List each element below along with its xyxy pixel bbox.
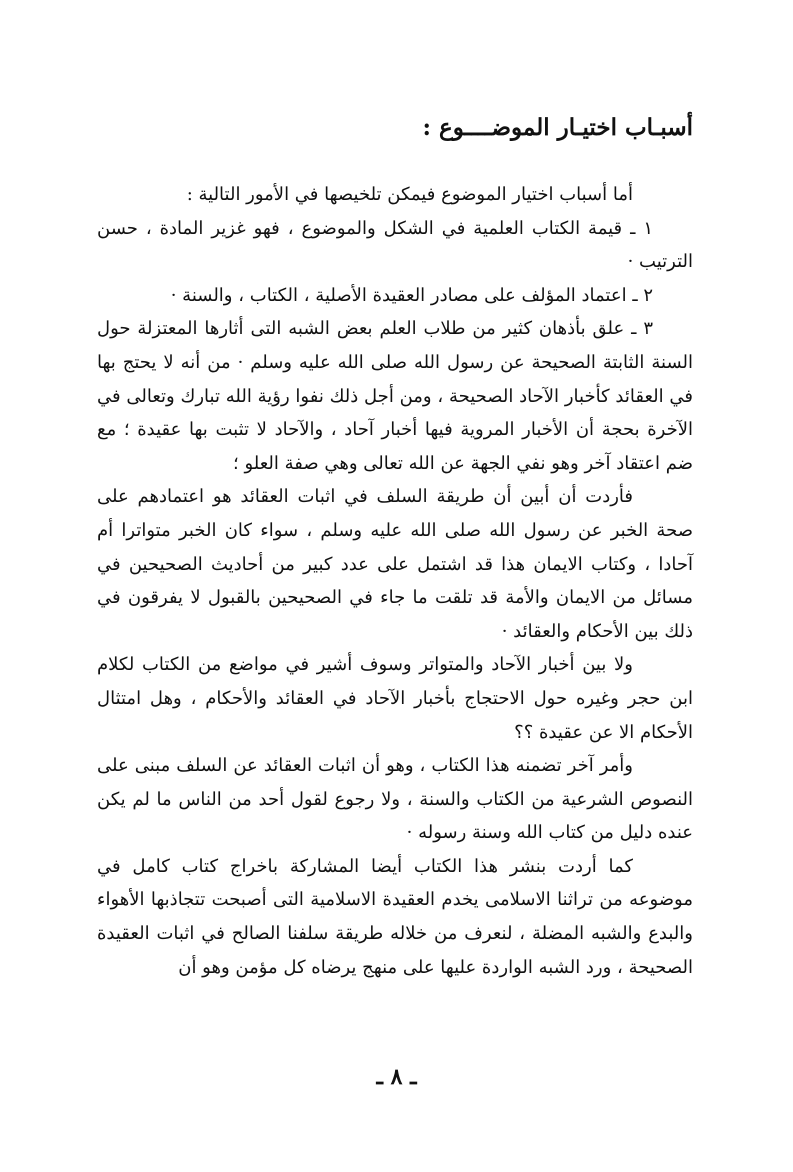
paragraph-intro: أما أسباب اختيار الموضوع فيمكن تلخيصها في الأمور التالية : <box>186 184 633 205</box>
paragraph-body: فأردت أن أبين أن طريقة السلف في اثبات العقائد هو اعتمادهم على صحة الخبر عن رسول الله صلى الله عليه وسلم ، سواء كان الخبر متواترا أم آحادا ، وكتاب الايمان هذا قد اشتمل على عدد كبير من أحاديث الصحيحين في مسائل من الايمان والأمة قد تلقت ما جاء في الصحيحين بالقبول لا يفرقون في ذلك بين الأحكام والعقائد · <box>97 486 693 642</box>
paragraph-body: ولا بين أخبار الآحاد والمتواتر وسوف أشير في مواضع من الكتاب لكلام ابن حجر وغيره حول الاحتجاج بأخبار الآحاد في العقائد والأحكام ، وهل امتثال الأحكام الا عن عقيدة ؟؟ <box>97 654 693 743</box>
paragraph-body: كما أردت بنشر هذا الكتاب أيضا المشاركة باخراج كتاب كامل في موضوعه من تراثنا الاسلامى يخدم العقيدة الاسلامية التى أصبحت تتجاذبها الأهواء والبدع والشبه المضلة ، لنعرف من خلاله طريقة سلفنا الصالح في اثبات العقيدة الصحيحة ، ورد الشبه الواردة عليها على منهج يرضاه كل مؤمن وهو أن <box>97 855 693 978</box>
list-item-1: ١ ـ قيمة الكتاب العلمية في الشكل والموضوع ، فهو غزير المادة ، حسن الترتيب · <box>97 217 693 273</box>
body-text <box>97 178 693 984</box>
list-item-2: ٢ ـ اعتماد المؤلف على مصادر العقيدة الأصلية ، الكتاب ، والسنة · <box>170 284 653 306</box>
list-item-3: ٣ ـ علق بأذهان كثير من طلاب العلم بعض الشبه التى أثارها المعتزلة حول السنة الثابتة الصحيحة عن رسول الله صلى الله عليه وسلم · من أنه لا يحتج بها في العقائد كأخبار الآحاد الصحيحة ، ومن أجل ذلك نفوا رؤية الله تبارك وتعالى في الآخرة بحجة أن الأخبار المروية فيها أخبار آحاد ، والآحاد لا تثبت بها عقيدة ؛ مع ضم اعتقاد آخر وهو نفي الجهة عن الله تعالى وهي صفة العلو ؛ <box>97 318 693 474</box>
section-heading: أسبـاب اختيـار الموضــــوع : <box>422 114 693 141</box>
paragraph-body: وأمر آخر تضمنه هذا الكتاب ، وهو أن اثبات العقائد عن السلف مبنى على النصوص الشرعية من الكتاب والسنة ، ولا رجوع لقول أحد من الناس ما لم يكن عنده دليل من كتاب الله وسنة رسوله · <box>97 755 693 844</box>
page-number: ـ ٨ ـ <box>376 1064 417 1090</box>
